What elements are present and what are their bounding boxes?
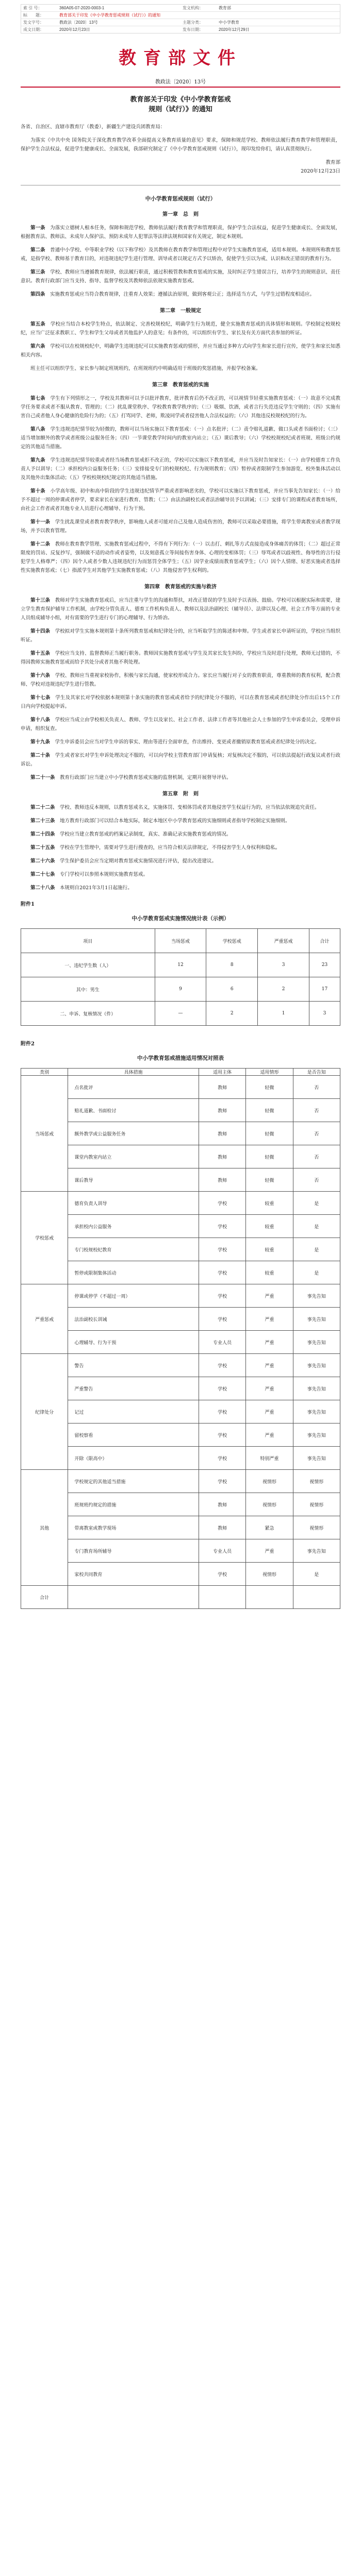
table-cell: 23: [309, 953, 340, 977]
table-cell: 6: [206, 977, 258, 1002]
table-row: [21, 1192, 340, 1215]
title-value: 教育部关于印发《中小学教育惩戒规则（试行）》的通知: [59, 13, 160, 18]
article-number: 第七条: [30, 396, 45, 401]
article-number: 第十二条: [30, 541, 51, 547]
article-text: 地方教育行政部门可以结合本地实际，制定本地区中小学教育惩戒的实施细则或者指导学校制定实施细则。: [60, 818, 290, 824]
metadata-row: [21, 12, 340, 19]
column-header: 学校惩戒: [206, 929, 258, 953]
table-cell: 严重: [246, 1423, 293, 1447]
table-row: [21, 1308, 340, 1331]
table-row: [21, 1470, 340, 1493]
article-text: 教师在教育教学管理、实施教育惩戒过程中，不得有下列行为：（一）以击打、刺扎等方式直接造成身体痛苦的体罚；（二）超过正常限度的罚站、反复抄写，强制做不适的动作或者姿势，以及刻意孤立等间接伤害身体、心理的变相体罚；（三）辱骂或者以歧视性、侮辱性的言行侵犯学生人格尊严；（四）因个人或者少数人违规违纪行为而惩罚全体学生；（五）因学业成绩而教育惩戒学生；（六）因个人情绪、好恶实施或者选择性实施教育惩戒；（七）指派学生对其他学生实施教育惩戒；（八）其他侵害学生权利的。: [21, 541, 340, 573]
notice-intro: 为落实《中共中央 国务院关于深化教育教学改革全面提高义务教育质量的意见》要求，保障和规范学校、教师依法履行教育教学和管理职责，保护学生合法权益，促进学生健康成长、全面发展，我部研究制定了《中小学教育惩戒规则（试行）》，现印发给你们，请认真贯彻执行。: [21, 138, 340, 152]
table-cell: 事先告知: [293, 1423, 340, 1447]
article-text: 学校、教师应当重视家校协作，积极与家长沟通，使家校形成合力。家长应当履行对子女的教育职责，尊重教师的教育权利，配合教师、学校对违规违纪学生进行管教。: [21, 673, 340, 687]
table-row: [21, 1400, 340, 1423]
table-cell: 学校: [199, 1563, 245, 1586]
table-cell: [199, 1586, 245, 1609]
table-cell: 是: [293, 1192, 340, 1215]
table-row: [21, 1493, 340, 1516]
article-text: 学校拟对学生实施本规则第十条所列教育惩戒和纪律处分的，应当听取学生的陈述和申辩。学生或者家长申请听证的，学校应当组织听证。: [21, 629, 340, 643]
table-header-row: [21, 929, 340, 953]
article: [21, 817, 340, 825]
table-row: [21, 1099, 340, 1122]
table-cell: 12: [155, 953, 206, 977]
table-cell: 专门教育场所辅导: [68, 1539, 199, 1563]
article-number: 第九条: [30, 457, 45, 463]
table-cell: 点名批评: [68, 1076, 199, 1099]
table-cell: 事先告知: [293, 1354, 340, 1377]
table-body: [21, 1076, 340, 1609]
table-row: [21, 1447, 340, 1470]
table-cell: 学校: [199, 1377, 245, 1400]
index-value: 360A05-07-2020-0003-1: [59, 6, 105, 10]
table-cell: 否: [293, 1076, 340, 1099]
table-cell: 事先告知: [293, 1377, 340, 1400]
article-number: 第一条: [30, 225, 45, 231]
table-cell: 赔礼道歉、书面检讨: [68, 1099, 199, 1122]
column-header: 是否告知: [293, 1069, 340, 1076]
article: [21, 751, 340, 769]
issuer-value: 教育部: [219, 6, 231, 10]
red-divider: [21, 87, 340, 88]
article-text: 学生违规违纪情节较为轻微的，教师可以当场实施以下教育惩戒：（一）点名批评；（二）责令赔礼道歉、做口头或者书面检讨；（三）适当增加额外的教学或者班级公益服务任务；（四）一节课堂教学时间内的教室内站立；（五）课后教导；（六）学校校规校纪或者班规、班级公约规定的其他适当措施。: [21, 427, 340, 450]
table-cell: 严重: [246, 1377, 293, 1400]
chapter-heading: 第四章 教育惩戒的实施与救济: [144, 584, 217, 590]
attachment-label: 附件1: [21, 902, 35, 907]
table-row: [21, 1168, 340, 1192]
article-number: 第五条: [30, 321, 46, 327]
table-cell: 否: [293, 1099, 340, 1122]
article-text: 学校可以在校规校纪中，明确学生违规违纪可以实施教育惩戒的情形，并应当通过多种方式向学生和家长进行宣传，使学生和家长知悉相关内容。: [21, 344, 340, 358]
table-cell: 纪律处分: [21, 1354, 68, 1470]
table-title: 中小学教育惩戒措施适用情况对照表: [137, 1055, 224, 1061]
table-cell: 较重: [246, 1215, 293, 1238]
table-cell: 专门校规校纪教育: [68, 1238, 199, 1261]
article-number: 第二条: [30, 247, 45, 253]
article-text: 学校应当建立教育惩戒的档案记录制度，真实、准确记录实施教育惩戒的情况。: [60, 832, 232, 837]
table-row: [21, 1002, 340, 1026]
table-row: [21, 1377, 340, 1400]
metadata-table: [21, 4, 340, 33]
table-cell: 带离教室或教学现场: [68, 1516, 199, 1539]
table-cell: 视情形: [293, 1516, 340, 1539]
table-cell: 教师: [199, 1076, 245, 1099]
docno-label: 发文字号：: [23, 20, 44, 25]
article-number: 第二十条: [30, 753, 51, 758]
table-row: [21, 1076, 340, 1099]
article: [21, 394, 340, 420]
article-number: 第四条: [30, 292, 45, 297]
article-text: 学校应当结合本校学生特点，依法制定、完善校规校纪，明确学生行为规范，健全实施教育惩戒的具体情形和规则。学校制定校规校纪，应当广泛征求教职工、学生和学生父母或者其他监护人的意见；有条件的，可以组织有学生、家长及有关方面代表参加的听证。: [21, 321, 340, 336]
table-cell: 合计: [21, 1586, 68, 1609]
article-text: 实施教育惩戒应当符合教育规律，注重育人效果；遵循法治原则，做到客观公正；选择适当方式，与学生过错程度相适应。: [50, 292, 315, 297]
table-row: [21, 1539, 340, 1563]
article-number: 第二十三条: [30, 818, 55, 824]
table-cell: 学校: [199, 1470, 245, 1493]
metadata-row: [21, 19, 340, 26]
table-row: [21, 1516, 340, 1539]
chapter-heading: 第五章 附 则: [162, 791, 199, 797]
article: [21, 518, 340, 535]
notice-title-line2: 规则（试行）》的通知: [149, 106, 212, 113]
article: [21, 671, 340, 689]
written-date-value: 2020年12月23日: [59, 27, 90, 32]
table-header-row: [21, 1069, 340, 1076]
rules-title: 中小学教育惩戒规则（试行）: [145, 196, 216, 202]
index-label: 索 引 号：: [23, 6, 42, 10]
table-cell: 留校察看: [68, 1423, 199, 1447]
table-cell: 学校规定的其他适当措施: [68, 1470, 199, 1493]
metadata-row: [21, 26, 340, 33]
article: [21, 857, 340, 866]
measures-table: [21, 1068, 340, 1609]
article-number: 第六条: [30, 344, 45, 349]
table-row: [21, 953, 340, 977]
article-text: 学校、教师违反本规则，以教育惩戒名义，实施体罚、变相体罚或者其他侵害学生权益行为的，应当依法依规追究责任。: [60, 805, 320, 810]
article-text: 学生及其家长对学校依据本规则第十条实施的教育惩戒或者给予的纪律处分不服的，可以在教育惩戒或者纪律处分作出后15个工作日内向学校提起申诉。: [21, 695, 340, 709]
table-cell: 轻微: [246, 1076, 293, 1099]
chapter-heading: 第二章 一般规定: [160, 308, 201, 314]
article-text: 学生保护委员会应当定期对教育惩戒实施情况进行评估，提出改进建议。: [60, 858, 217, 864]
column-header: 当场惩戒: [155, 929, 206, 953]
table-cell: 承担校内公益服务: [68, 1215, 199, 1238]
issuer-label: 发文机构：: [183, 6, 203, 10]
table-cell: 视情形: [293, 1493, 340, 1516]
article: [21, 627, 340, 645]
article: [21, 540, 340, 575]
table-cell: 轻微: [246, 1099, 293, 1122]
table-cell: 严重: [246, 1331, 293, 1354]
article-number: 第二十一条: [30, 775, 55, 781]
table-cell: 视情形: [246, 1563, 293, 1586]
table-cell: 8: [206, 953, 258, 977]
article: [21, 870, 340, 879]
article-text: 学校应当支持、监督教师正当履行职务。教师因实施教育惩戒与学生及其家长发生纠纷，学校应当及时进行处理，教师无过错的，不得因教师实施教育惩戒而给予其处分或者其他不利处理。: [21, 651, 340, 665]
article-text: 本规则自2021年3月1日起施行。: [60, 885, 133, 891]
signature: 教育部: [325, 160, 340, 165]
article: [21, 268, 340, 285]
article-text: 为落实立德树人根本任务，保障和规范学校、教师依法履行教育教学和管理职责，保护学生合法权益，促进学生健康成长、全面发展，根据教育法、教师法、未成年人保护法、预防未成年人犯罪法等法律法规和国家有关规定，制定本规则。: [21, 225, 340, 240]
title-label: 标 题：: [23, 13, 44, 18]
column-header: 合计: [309, 929, 340, 953]
article-number: 第二十五条: [30, 845, 55, 851]
table-cell: 专业人员: [199, 1539, 245, 1563]
table-cell: 否: [293, 1145, 340, 1168]
article: [21, 884, 340, 892]
table-cell: 事先告知: [293, 1447, 340, 1470]
article: [21, 425, 340, 451]
article-text: 学生申诉委员会应当对学生申诉的事实、理由等进行全面审查，作出维持、变更或者撤销原教育惩戒或者纪律处分的决定。: [55, 739, 320, 745]
column-header: 适用主体: [199, 1069, 245, 1076]
table-cell: 学校: [199, 1308, 245, 1331]
article-text: 学生违规违纪情节较重或者经当场教育惩戒拒不改正的，学校可以实施以下教育惩戒，并应当及时告知家长：（一）由学校德育工作负责人予以训导；（二）承担校内公益服务任务；（三）安排接受专门的校规校纪、行为规则教育；（四）暂停或者限制学生参加游览、校外集体活动以及其他外出集体活动；（五）学校校规校纪规定的其他适当措施。: [21, 457, 340, 481]
article: [21, 456, 340, 482]
article: [21, 830, 340, 839]
red-header-title: 教育部文件: [119, 48, 242, 69]
table-cell: 法治副校长训诫: [68, 1308, 199, 1331]
article-number: 第二十六条: [30, 858, 55, 864]
column-header: 类别: [21, 1069, 68, 1076]
article: [21, 716, 340, 733]
table-cell: 轻微: [246, 1168, 293, 1192]
statistics-table: [21, 928, 340, 1026]
table-cell: 是: [293, 1238, 340, 1261]
column-header: 适用情形: [246, 1069, 293, 1076]
article-number: 第二十八条: [30, 885, 55, 891]
article-text: 专门学校可以参照本规则实施教育惩戒。: [60, 872, 149, 877]
table-cell: 1: [258, 1002, 309, 1026]
column-header: 严重惩戒: [258, 929, 309, 953]
article: [21, 803, 340, 812]
attachment-label: 附件2: [21, 1041, 35, 1047]
table-row: [21, 1331, 340, 1354]
table-row: [21, 1145, 340, 1168]
article-text: 教育行政部门应当建立中小学校教育惩戒实施的监督机制，定期开展督导评估。: [60, 775, 232, 781]
table-cell: 事先告知: [293, 1400, 340, 1423]
article-number: 第十九条: [30, 739, 51, 745]
article-number: 第三条: [30, 269, 45, 275]
article-number: 第十七条: [30, 695, 51, 701]
table-cell: 警告: [68, 1354, 199, 1377]
table-cell: 否: [293, 1168, 340, 1192]
article-number: 第十八条: [30, 717, 51, 723]
table-cell: [246, 1586, 293, 1609]
table-cell: [68, 1586, 199, 1609]
table-cell: 学校: [199, 1447, 245, 1470]
article: [21, 320, 340, 337]
table-cell: 较重: [246, 1261, 293, 1284]
table-cell: 教师: [199, 1099, 245, 1122]
article-number: 第二十二条: [30, 805, 55, 810]
article: [21, 596, 340, 622]
table-cell: 开除（限高中）: [68, 1447, 199, 1470]
table-cell: 暂停或限制集体活动: [68, 1261, 199, 1284]
column-header: 具体措施: [68, 1069, 199, 1076]
chapter-heading: 第一章 总 则: [162, 212, 199, 217]
document-number: 教政法〔2020〕13号: [155, 79, 206, 85]
article-text: 学生或者家长对学生申诉处理决定不服的，可以向学校主管教育部门申请复核；对复核决定不服的，可以依法提起行政复议或者行政诉讼。: [21, 753, 340, 767]
column-header: 项目: [21, 929, 155, 953]
table-row: [21, 1122, 340, 1145]
article-number: 第十三条: [30, 598, 51, 603]
article: [21, 290, 340, 299]
article: [21, 487, 340, 513]
publish-date-value: 2020年12月29日: [219, 27, 250, 32]
table-cell: 教师: [199, 1145, 245, 1168]
table-cell: 学校: [199, 1192, 245, 1215]
table-cell: 学校: [199, 1354, 245, 1377]
table-cell: 额外教学或公益服务任务: [68, 1122, 199, 1145]
table-cell: 学校: [199, 1284, 245, 1308]
article-text: 学校应当成立由学校相关负责人、教师、学生以及家长、社会工作者、法律工作者等其他社会人士参加的学生申诉委员会，受理申诉申请，组织复查。: [21, 717, 340, 732]
table-cell: 家校共同教育: [68, 1563, 199, 1586]
table-cell: 教师: [199, 1493, 245, 1516]
table-row: [21, 1261, 340, 1284]
table-cell: 视情形: [246, 1470, 293, 1493]
article-number: 第十条: [30, 488, 45, 494]
notice-title: 教育部关于印发《中小学教育惩戒: [130, 96, 231, 104]
table-cell: 当场惩戒: [21, 1076, 68, 1192]
table-row: [21, 1586, 340, 1609]
table-row: [21, 1354, 340, 1377]
table-cell: 是: [293, 1563, 340, 1586]
table-row: [21, 1423, 340, 1447]
category-value: 中小学教育: [219, 20, 239, 25]
table-cell: 2: [206, 1002, 258, 1026]
article-text: 教师对学生实施教育惩戒后，应当注重与学生的沟通和帮扶，对改正错误的学生及时予以表扬、鼓励。学校可以根据实际和需要，建立学生教育保护辅导工作机制，由学校分管负责人、德育工作机构负责人、教师以及法治副校长（辅导员）、法律以及心理、社会工作等方面的专业人员组成辅导小组，对有需要的学生进行专门的心理辅导、行为矫治。: [21, 598, 340, 621]
table-cell: 特别严重: [246, 1447, 293, 1470]
table-row: [21, 1238, 340, 1261]
table-cell: 教师: [199, 1516, 245, 1539]
table-cell: 9: [155, 977, 206, 1002]
table-cell: 其中：男生: [21, 977, 155, 1002]
table-body: [21, 953, 340, 1026]
table-cell: 学校: [199, 1261, 245, 1284]
table-cell: 停课或停学（不超过一周）: [68, 1284, 199, 1308]
category-label: 主题分类：: [183, 20, 203, 25]
article: [21, 342, 340, 360]
article: [21, 224, 340, 241]
table-cell: 否: [293, 1122, 340, 1145]
table-cell: 专业人员: [199, 1331, 245, 1354]
table-cell: 心理辅导、行为干预: [68, 1331, 199, 1354]
table-cell: 课后教导: [68, 1168, 199, 1192]
table-cell: 视情形: [246, 1493, 293, 1516]
table-cell: 较重: [246, 1238, 293, 1261]
table-cell: 视情形: [293, 1470, 340, 1493]
table-cell: 学校: [199, 1400, 245, 1423]
article-number: 第二十七条: [30, 872, 55, 877]
written-date-label: 成文日期：: [23, 27, 44, 32]
table-cell: 是: [293, 1261, 340, 1284]
table-row: [21, 1284, 340, 1308]
table-cell: 德育负责人训导: [68, 1192, 199, 1215]
docno-value: 教政法〔2020〕13号: [59, 20, 98, 25]
table-cell: 事先告知: [293, 1539, 340, 1563]
table-cell: 教师: [199, 1168, 245, 1192]
table-cell: 严重惩戒: [21, 1284, 68, 1354]
article-number: 第十一条: [30, 519, 51, 525]
article-text: 学校在学生管理中，需要对学生进行搜查的，应当符合相关法律规定，不得侵害学生人身权利和隐私。: [60, 845, 281, 851]
article-paragraph: 班主任可以组织学生、家长参与制定班规班约，在班规班约中明确适用于班级的奖惩措施，并报学校备案。: [30, 366, 261, 371]
article: [21, 738, 340, 747]
table-cell: 严重: [246, 1354, 293, 1377]
article-text: 学生有下列情形之一，学校及其教师可以予以批评教育，批评教育后仍不改正的，可以视情节轻重实施教育惩戒：（一）故意不完成教学任务要求或者不服从教育、管理的；（二）扰乱课堂秩序、学校教育教学秩序的；（三）吸烟、饮酒，或者言行失范违反学生守则的；（四）实施有害自己或者他人身心健康的危险行为的；（五）打骂同学、老师，欺凌同学或者侵害他人合法权益的；（六）其他违反校规校纪的行为。: [21, 396, 340, 419]
table-cell: 二、申诉、复核情况（件）: [21, 1002, 155, 1026]
table-cell: 是: [293, 1215, 340, 1238]
table-cell: 一、违纪学生数（人）: [21, 953, 155, 977]
table-cell: 教师: [199, 1122, 245, 1145]
table-cell: 严重: [246, 1284, 293, 1308]
table-cell: 严重: [246, 1400, 293, 1423]
table-title: 中小学教育惩戒实施情况统计表（示例）: [132, 916, 229, 922]
table-cell: 事先告知: [293, 1284, 340, 1308]
table-cell: 17: [309, 977, 340, 1002]
article-number: 第十四条: [30, 629, 51, 634]
table-cell: 学校: [199, 1215, 245, 1238]
table-cell: 班规班约规定的措施: [68, 1493, 199, 1516]
recipients: 各省、自治区、直辖市教育厅（教委），新疆生产建设兵团教育局：: [21, 124, 166, 130]
metadata-row: [21, 5, 340, 12]
article-number: 第十六条: [30, 673, 51, 679]
article: [21, 246, 340, 263]
table-row: [21, 977, 340, 1002]
table-cell: 其他: [21, 1470, 68, 1586]
article-text: 普通中小学校、中等职业学校（以下称学校）及其教师在教育教学和管理过程中对学生实施教育惩戒，适用本规则。本规则所称教育惩戒，是指学校、教师基于教育目的，对违规违纪学生进行管理、训导或者以规定方式予以矫治，促使学生引以为戒、认识和改正错误的教育行为。: [21, 247, 340, 262]
table-cell: 轻微: [246, 1145, 293, 1168]
table-cell: 严重: [246, 1539, 293, 1563]
article: [21, 693, 340, 711]
table-cell: 严重警告: [68, 1377, 199, 1400]
table-cell: 严重: [246, 1308, 293, 1331]
table-cell: 记过: [68, 1400, 199, 1423]
table-row: [21, 1563, 340, 1586]
article: [21, 773, 340, 782]
table-row: [21, 1215, 340, 1238]
article: [21, 649, 340, 667]
chapter-heading: 第三章 教育惩戒的实施: [152, 382, 209, 388]
article-number: 第十五条: [30, 651, 51, 656]
table-cell: 学校惩戒: [21, 1192, 68, 1284]
table-cell: 课堂内教室内站立: [68, 1145, 199, 1168]
article-number: 第二十四条: [30, 832, 55, 837]
table-cell: 3: [258, 953, 309, 977]
table-cell: 紧急: [246, 1516, 293, 1539]
table-cell: —: [155, 1002, 206, 1026]
table-cell: 较重: [246, 1192, 293, 1215]
table-cell: 事先告知: [293, 1308, 340, 1331]
article-number: 第八条: [30, 427, 45, 432]
article: [21, 843, 340, 852]
article-text: 学生扰乱课堂或者教育教学秩序，影响他人或者可能对自己及他人造成伤害的，教师可以采取必要措施，将学生带离教室或者教学现场，并予以教育管理。: [21, 519, 340, 534]
publish-date-label: 发布日期：: [183, 27, 203, 32]
table-cell: 3: [309, 1002, 340, 1026]
table-cell: 学校: [199, 1238, 245, 1261]
table-cell: 2: [258, 977, 309, 1002]
article-text: 小学高年级、初中和高中阶段的学生违规违纪情节严重或者影响恶劣的，学校可以实施以下教育惩戒，并应当事先告知家长：（一）给予不超过一周的停课或者停学，要求家长在家进行教育、管教；（二）由法治副校长或者法治辅导员予以训诫；（三）安排专门的课程或者教育场所，由社会工作者或者其他专业人员进行心理辅导、行为干预。: [21, 488, 340, 512]
table-cell: 轻微: [246, 1122, 293, 1145]
table-cell: 事先告知: [293, 1331, 340, 1354]
article-text: 学校、教师应当遵循教育规律，依法履行职责，通过积极管教和教育惩戒的实施，及时纠正学生错误言行，培养学生的规则意识、责任意识。教育行政部门应当支持、指导、监督学校及其教师依法依规实施教育惩戒。: [21, 269, 340, 284]
table-cell: 学校: [199, 1423, 245, 1447]
signature-date: 2020年12月23日: [301, 168, 340, 174]
table-cell: [293, 1586, 340, 1609]
